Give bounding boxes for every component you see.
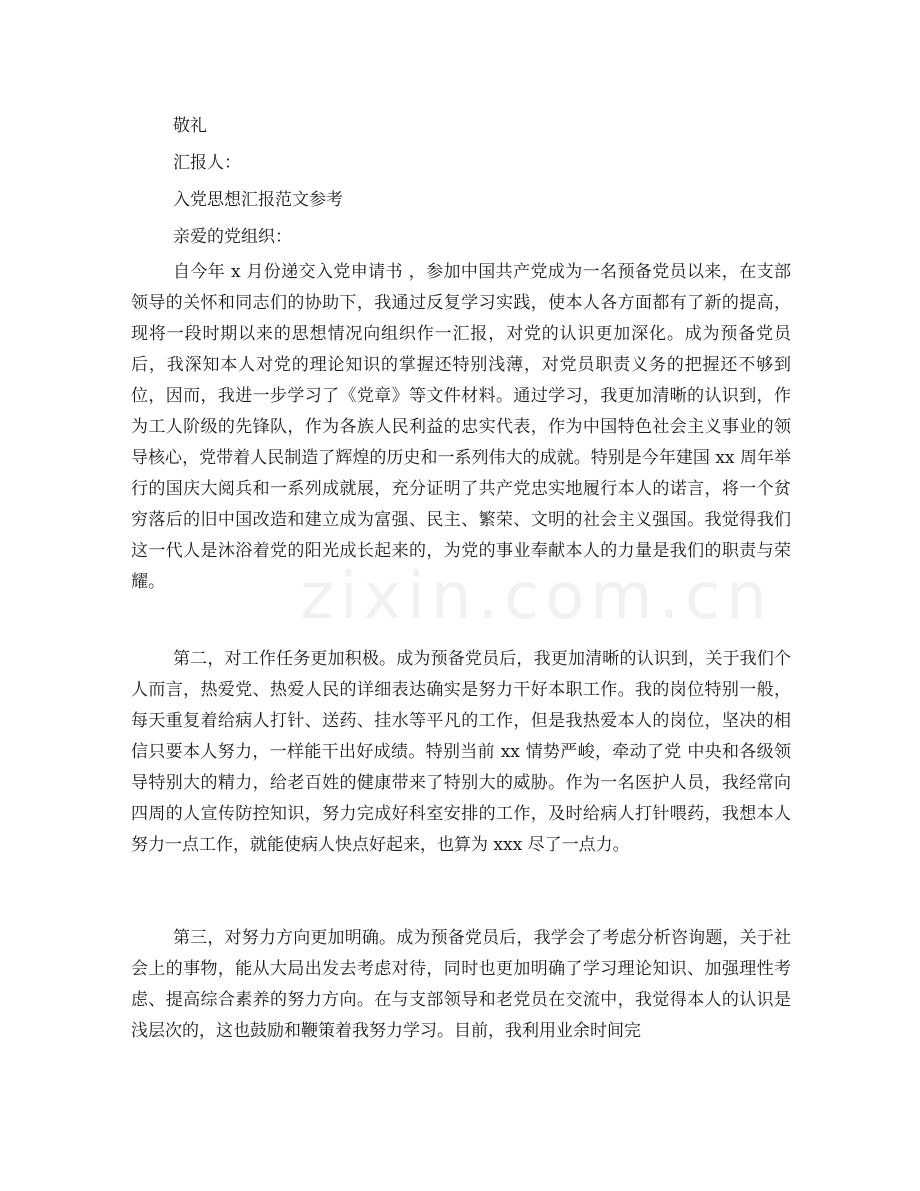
reporter-line: 汇报人：	[173, 153, 241, 173]
salutation-line: 亲爱的党组织：	[173, 227, 292, 247]
closing-line: 敬礼	[173, 116, 207, 136]
paragraph-2: 第二，对工作任务更加积极。成为预备党员后，我更加清晰的认识到，关于我们个人而言，热爱党、热爱人民的详细表达确实是努力干好本职工作。我的岗位特别一般，每天重复着给病人打针、送药、挂水等平凡的工作，但是我热爱本人的岗位，坚决的相信只要本人努力，一样能干出好成绩。特别当前 xx 情势严峻，牵动了党 中央和各级领导特别大的精力，给老百姓的健康带来了特别大的威胁。作为一名医护人员，我经常向四周的人宣传防控知识，努力完成好科室安排的工作，及时给病人打针喂药，我想本人努力一点工作，就能使病人快点好起来，也算为 xxx 尽了一点力。	[131, 649, 791, 855]
document-title: 入党思想汇报范文参考	[173, 190, 343, 210]
paragraph-1: 自今年 x 月份递交入党申请书 ，参加中国共产党成为一名预备党员以来，在支部领导的关怀和同志们的协助下，我通过反复学习实践，使本人各方面都有了新的提高，现将一段时期以来的思想情况向组织作一汇报，对党的认识更加深化。成为预备党员后，我深知本人对党的理论知识的掌握还特别浅薄，对党员职责义务的把握还不够到位，因而，我进一步学习了《党章》等文件材料。通过学习，我更加清晰的认识到，作为工人阶级的先锋队，作为各族人民利益的忠实代表，作为中国特色社会主义事业的领导核心，党带着人民制造了辉煌的历史和一系列伟大的成就。特别是今年建国 xx 周年举行的国庆大阅兵和一系列成就展，充分证明了共产党忠实地履行本人的诺言，将一个贫穷落后的旧中国改造和建立成为富强、民主、繁荣、文明的社会主义强国。我觉得我们这一代人是沐浴着党的阳光成长起来的，为党的事业奉献本人的力量是我们的职责与荣耀。	[131, 262, 791, 592]
paragraph-3: 第三，对努力方向更加明确。成为预备党员后，我学会了考虑分析咨询题，关于社会上的事物，能从大局出发去考虑对待，同时也更加明确了学习理论知识、加强理性考虑、提高综合素养的努力方向。在与支部领导和老党员在交流中，我觉得本人的认识是浅层次的，这也鼓励和鞭策着我努力学习。目前，我利用业余时间完	[131, 928, 791, 1041]
watermark: zixin.com.cn	[300, 560, 773, 634]
